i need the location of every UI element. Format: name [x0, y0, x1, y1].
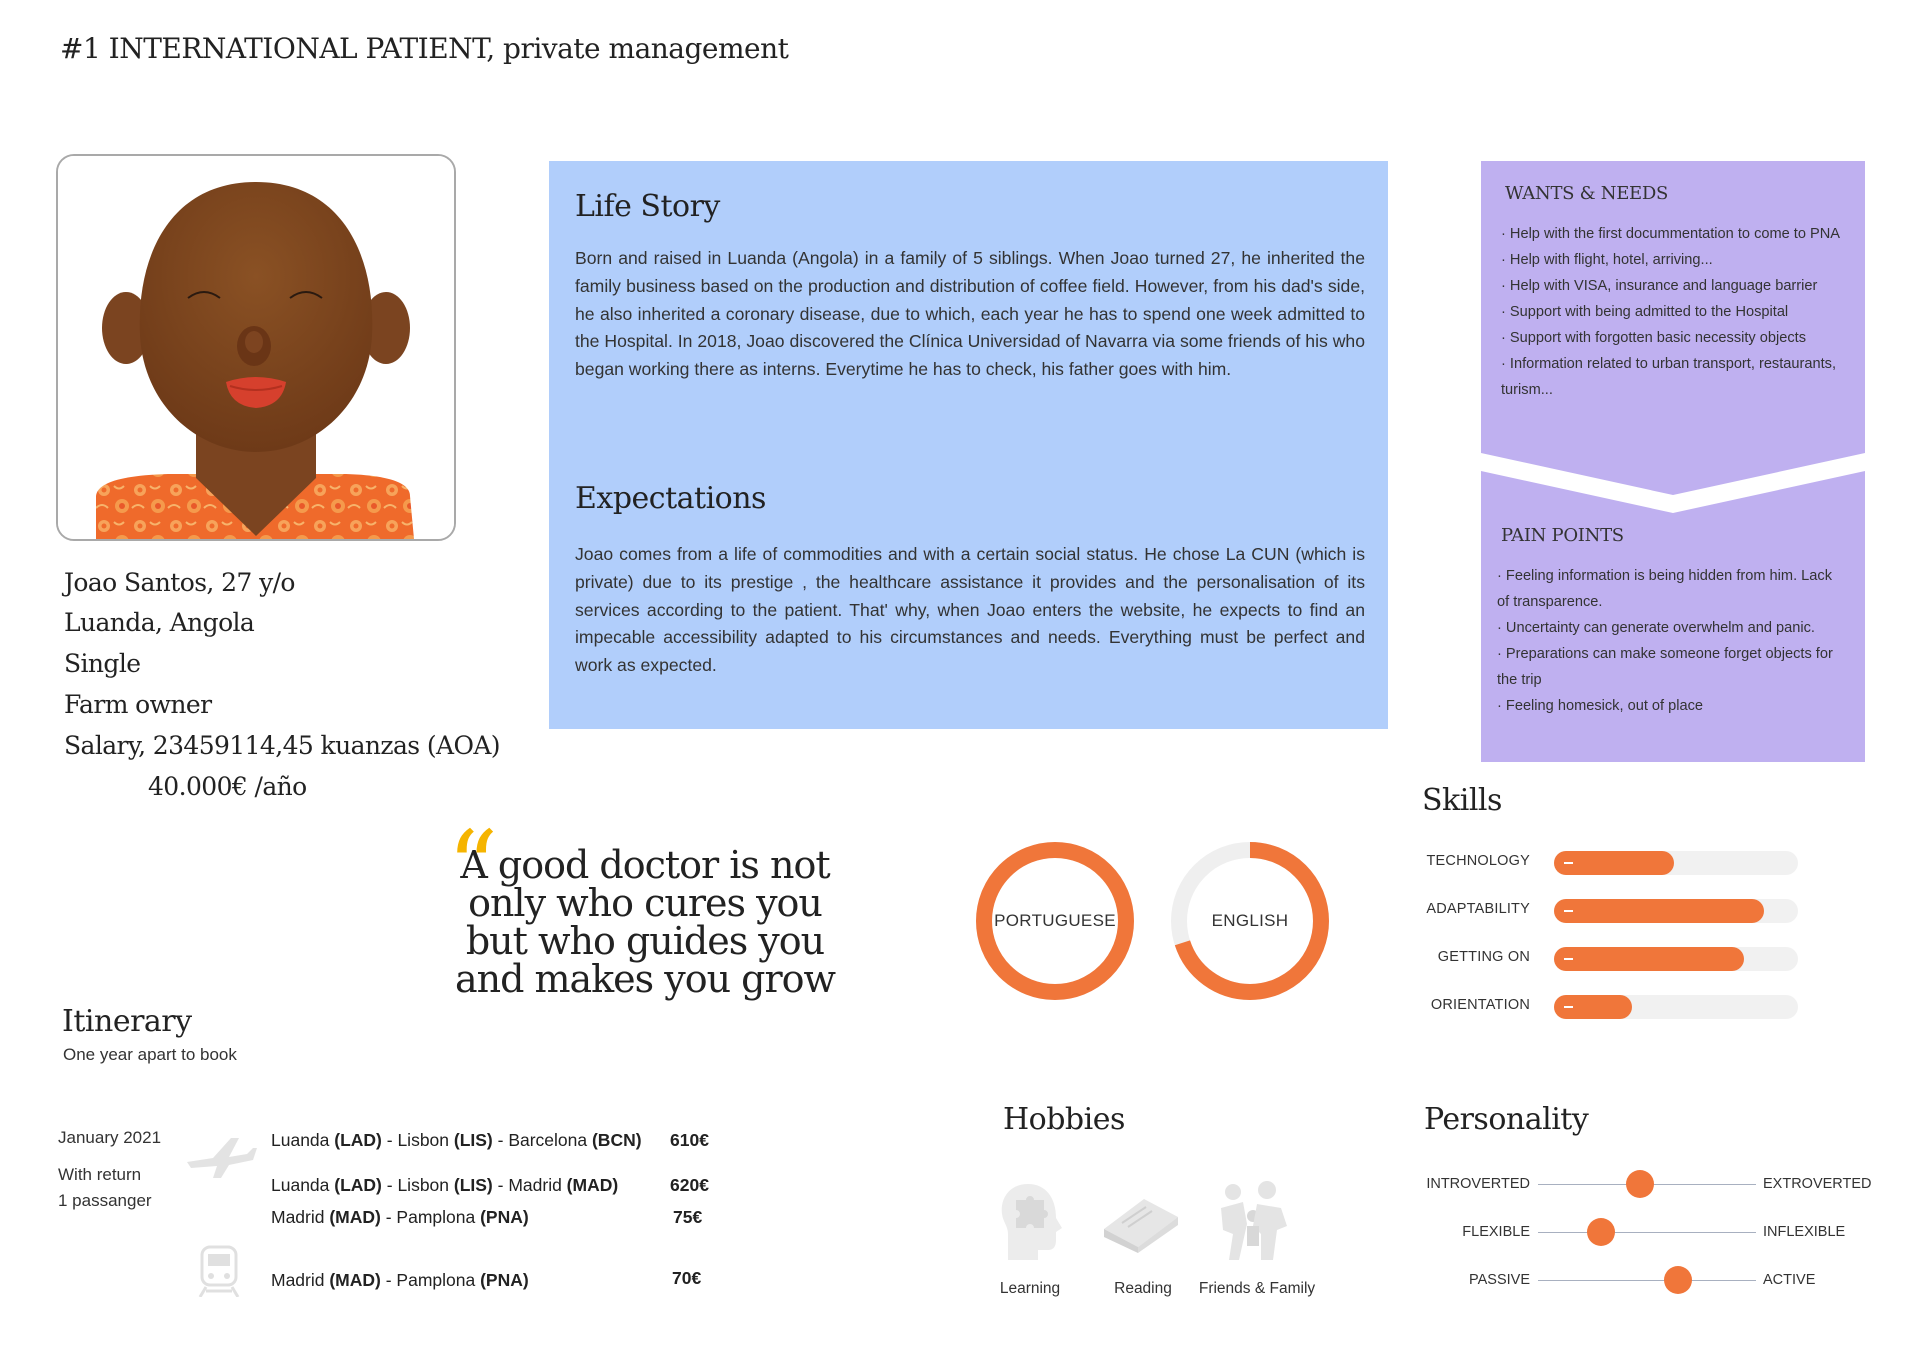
- page-title: #1 INTERNATIONAL PATIENT, private management: [60, 32, 789, 65]
- trait-slider-handle: [1626, 1170, 1654, 1198]
- profile-salary: Salary, 23459114,45 kuanzas (AOA): [64, 731, 500, 760]
- list-item: · Help with the first docummentation to come to PNA: [1501, 226, 1841, 242]
- profile-salary-eur: 40.000€ /año: [148, 772, 307, 801]
- flight-price: 75€: [673, 1207, 703, 1227]
- list-item: · Uncertainty can generate overwhelm and panic.: [1497, 620, 1815, 636]
- list-item: · Help with flight, hotel, arriving...: [1501, 252, 1713, 268]
- route-text: - Barcelona: [492, 1130, 592, 1150]
- skill-bar-fill: [1554, 947, 1744, 971]
- skill-label: ORIENTATION: [1430, 997, 1530, 1013]
- person-illustration: [58, 156, 454, 539]
- itinerary-passengers: 1 passanger: [58, 1191, 152, 1210]
- minus-icon: [1564, 910, 1573, 912]
- route-code: (PNA): [480, 1207, 529, 1227]
- needs-panel: [1481, 161, 1865, 762]
- route-text: Luanda: [271, 1175, 335, 1195]
- itinerary-date: January 2021: [58, 1128, 162, 1147]
- minus-icon: [1564, 958, 1573, 960]
- list-item: · Support with being admitted to the Hospital: [1501, 304, 1789, 320]
- trait-slider-handle: [1664, 1266, 1692, 1294]
- profile-status: Single: [64, 649, 141, 678]
- expectations-text: Joao comes from a life of commodities and with a certain social status. He chose La CUN (which is private) due to its prestige , the healthcare assistance it provides and the personalisation of its services according to the patient. That' why, when Joao enters the website, he expects to find an impecable accessibility adapted to his circumstances and needs. Everything must be perfect and work as expected.: [575, 544, 1365, 676]
- route-text: - Pamplona: [380, 1270, 481, 1290]
- flight-price: 620€: [670, 1175, 709, 1195]
- skill-label: GETTING ON: [1437, 949, 1530, 965]
- profile-occupation: Farm owner: [64, 690, 212, 719]
- language-label: ENGLISH: [1211, 911, 1289, 930]
- minus-icon: [1564, 862, 1573, 864]
- train-icon: [198, 1245, 240, 1297]
- route-code: (LAD): [334, 1175, 382, 1195]
- skill-bar-getting-on: [1554, 947, 1798, 971]
- skill-label: TECHNOLOGY: [1426, 853, 1530, 869]
- itinerary-heading: Itinerary: [62, 1004, 192, 1039]
- trait-left-label: FLEXIBLE: [1462, 1224, 1530, 1240]
- expectations-heading: Expectations: [575, 481, 766, 516]
- route-text: Madrid: [271, 1207, 330, 1227]
- train-route: [271, 1270, 529, 1291]
- language-ring-english: [1170, 841, 1330, 1001]
- life-story-text: Born and raised in Luanda (Angola) in a family of 5 siblings. When Joao turned 27, he inherited the family business based on the production and distribution of coffee field. However, from his dad's side, he also inherited a coronary disease, due to which, each year he has to spend one week admitted to the Hospital. In 2018, Joao discovered the Clínica Universidad of Navarra via some friends of his who began working there as interns. Everytime he has to check, his father goes with him.: [575, 248, 1365, 380]
- family-icon: [1213, 1180, 1289, 1262]
- profile-location: Luanda, Angola: [64, 608, 255, 637]
- pain-points-heading: PAIN POINTS: [1501, 525, 1624, 546]
- hobby-label: Reading: [1114, 1280, 1172, 1297]
- skill-bar-orientation: [1554, 995, 1798, 1019]
- profile-name-age: Joao Santos, 27 y/o: [64, 568, 295, 597]
- flight-price: 610€: [670, 1130, 709, 1150]
- skill-bar-adaptability: [1554, 899, 1798, 923]
- list-item: · Help with VISA, insurance and language barrier: [1501, 278, 1818, 294]
- skills-heading: Skills: [1422, 783, 1502, 818]
- brain-puzzle-icon: [998, 1182, 1064, 1262]
- pain-points-list: [1497, 563, 1837, 719]
- list-item: · Support with forgotten basic necessity objects: [1501, 330, 1807, 346]
- trait-slider-handle: [1587, 1218, 1615, 1246]
- trait-slider-track: [1538, 1280, 1756, 1281]
- route-text: - Madrid: [492, 1175, 567, 1195]
- skill-bar-technology: [1554, 851, 1798, 875]
- trait-right-label: ACTIVE: [1763, 1272, 1816, 1288]
- airplane-icon: [183, 1132, 257, 1178]
- skill-label: ADAPTABILITY: [1426, 901, 1530, 917]
- list-item: · Preparations can make someone forget objects for the trip: [1497, 646, 1833, 688]
- route-text: Madrid: [271, 1270, 330, 1290]
- route-code: (LIS): [453, 1130, 493, 1150]
- avatar: [56, 154, 456, 541]
- quote-mark-icon: “: [447, 809, 499, 926]
- personality-heading: Personality: [1424, 1102, 1589, 1137]
- route-code: (MAD): [329, 1207, 381, 1227]
- trait-right-label: INFLEXIBLE: [1763, 1224, 1846, 1240]
- skill-bar-fill: [1554, 899, 1764, 923]
- trait-right-label: EXTROVERTED: [1763, 1176, 1872, 1192]
- hobbies-heading: Hobbies: [1003, 1102, 1125, 1137]
- trait-slider-track: [1538, 1232, 1756, 1233]
- language-ring-portuguese: [975, 841, 1135, 1001]
- life-story-heading: Life Story: [575, 189, 720, 224]
- list-item: · Information related to urban transport, restaurants, turism...: [1501, 356, 1837, 398]
- trait-left-label: INTROVERTED: [1426, 1176, 1530, 1192]
- route-code: (PNA): [480, 1270, 529, 1290]
- wants-needs-list: [1501, 221, 1841, 403]
- itinerary-return: With return: [58, 1165, 142, 1184]
- hobby-label: Friends & Family: [1198, 1280, 1316, 1297]
- route-code: (MAD): [566, 1175, 619, 1195]
- route-text: Luanda: [271, 1130, 335, 1150]
- list-item: · Feeling homesick, out of place: [1497, 698, 1704, 714]
- hobby-label: Learning: [999, 1280, 1061, 1297]
- route-text: - Lisbon: [381, 1130, 454, 1150]
- route-code: (LAD): [334, 1130, 382, 1150]
- route-text: - Lisbon: [381, 1175, 454, 1195]
- itinerary-subtitle: One year apart to book: [63, 1045, 237, 1064]
- flight-route: [271, 1175, 618, 1196]
- flight-route: [271, 1130, 642, 1151]
- minus-icon: [1564, 1006, 1573, 1008]
- route-code: (BCN): [591, 1130, 642, 1150]
- language-label: PORTUGUESE: [994, 911, 1116, 930]
- route-code: (MAD): [329, 1270, 381, 1290]
- list-item: · Feeling information is being hidden from him. Lack of transparence.: [1497, 568, 1833, 610]
- train-price: 70€: [672, 1268, 702, 1288]
- life-story-panel: [549, 161, 1388, 729]
- route-code: (LIS): [453, 1175, 493, 1195]
- quote-text: A good doctor is not only who cures you but who guides you and makes you grow: [454, 843, 836, 1001]
- wants-needs-heading: WANTS & NEEDS: [1505, 183, 1669, 204]
- flight-route: [271, 1207, 529, 1228]
- trait-left-label: PASSIVE: [1469, 1272, 1530, 1288]
- route-text: - Pamplona: [380, 1207, 481, 1227]
- book-icon: [1100, 1195, 1182, 1253]
